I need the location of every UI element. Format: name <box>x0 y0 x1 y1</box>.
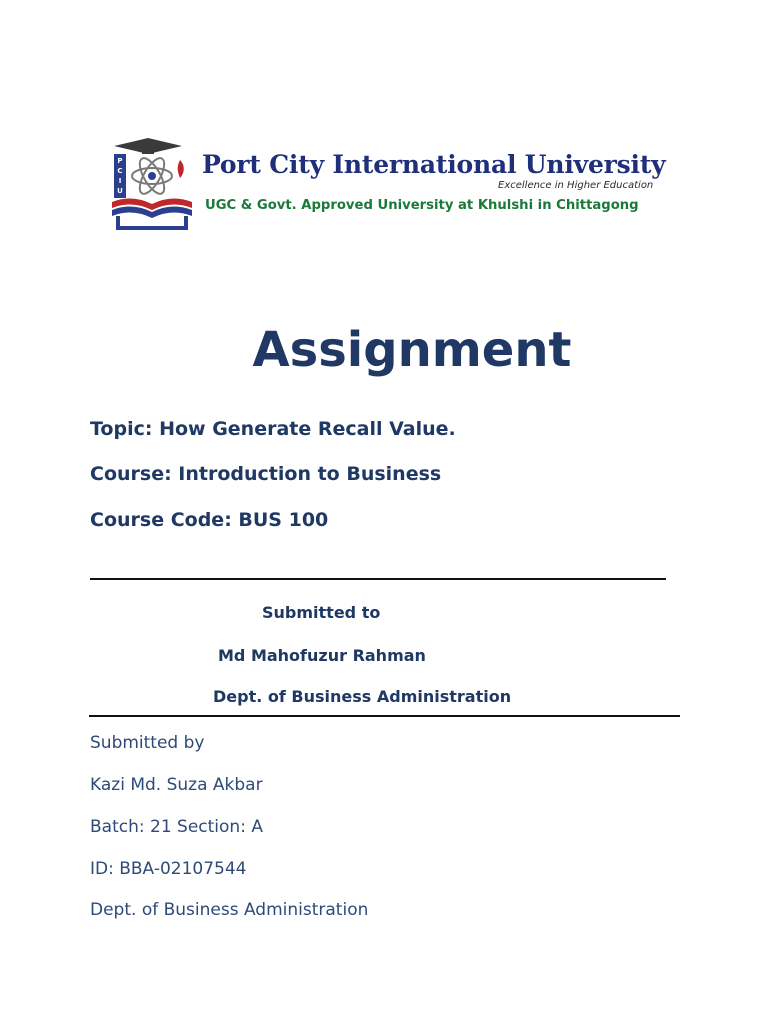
svg-text:U: U <box>117 187 123 195</box>
university-tagline: Excellence in Higher Education <box>498 180 654 191</box>
svg-text:C: C <box>117 167 123 175</box>
university-emblem-icon <box>108 136 198 232</box>
university-logo <box>108 136 698 232</box>
submitted-by-batch: Batch: 21 Section: A <box>90 817 263 837</box>
page-title: Assignment <box>252 322 572 378</box>
divider-line <box>90 578 666 580</box>
submitted-by-dept: Dept. of Business Administration <box>90 900 369 920</box>
submitted-to-name: Md Mahofuzur Rahman <box>218 646 426 665</box>
topic-line: Topic: How Generate Recall Value. <box>90 418 456 440</box>
submitted-by-heading: Submitted by <box>90 733 205 753</box>
submitted-to-dept: Dept. of Business Administration <box>213 687 512 706</box>
university-approval-text: UGC & Govt. Approved University at Khulshi in Chittagong <box>205 198 639 213</box>
svg-text:I: I <box>118 177 122 185</box>
submitted-by-name: Kazi Md. Suza Akbar <box>90 775 263 795</box>
submitted-to-heading: Submitted to <box>262 603 381 622</box>
submitted-by-id: ID: BBA-02107544 <box>90 859 247 879</box>
university-name: Port City International University <box>202 150 666 179</box>
course-line: Course: Introduction to Business <box>90 463 442 485</box>
section-divider <box>89 715 680 717</box>
course-code-line: Course Code: BUS 100 <box>90 509 329 531</box>
svg-text:P: P <box>117 157 123 165</box>
